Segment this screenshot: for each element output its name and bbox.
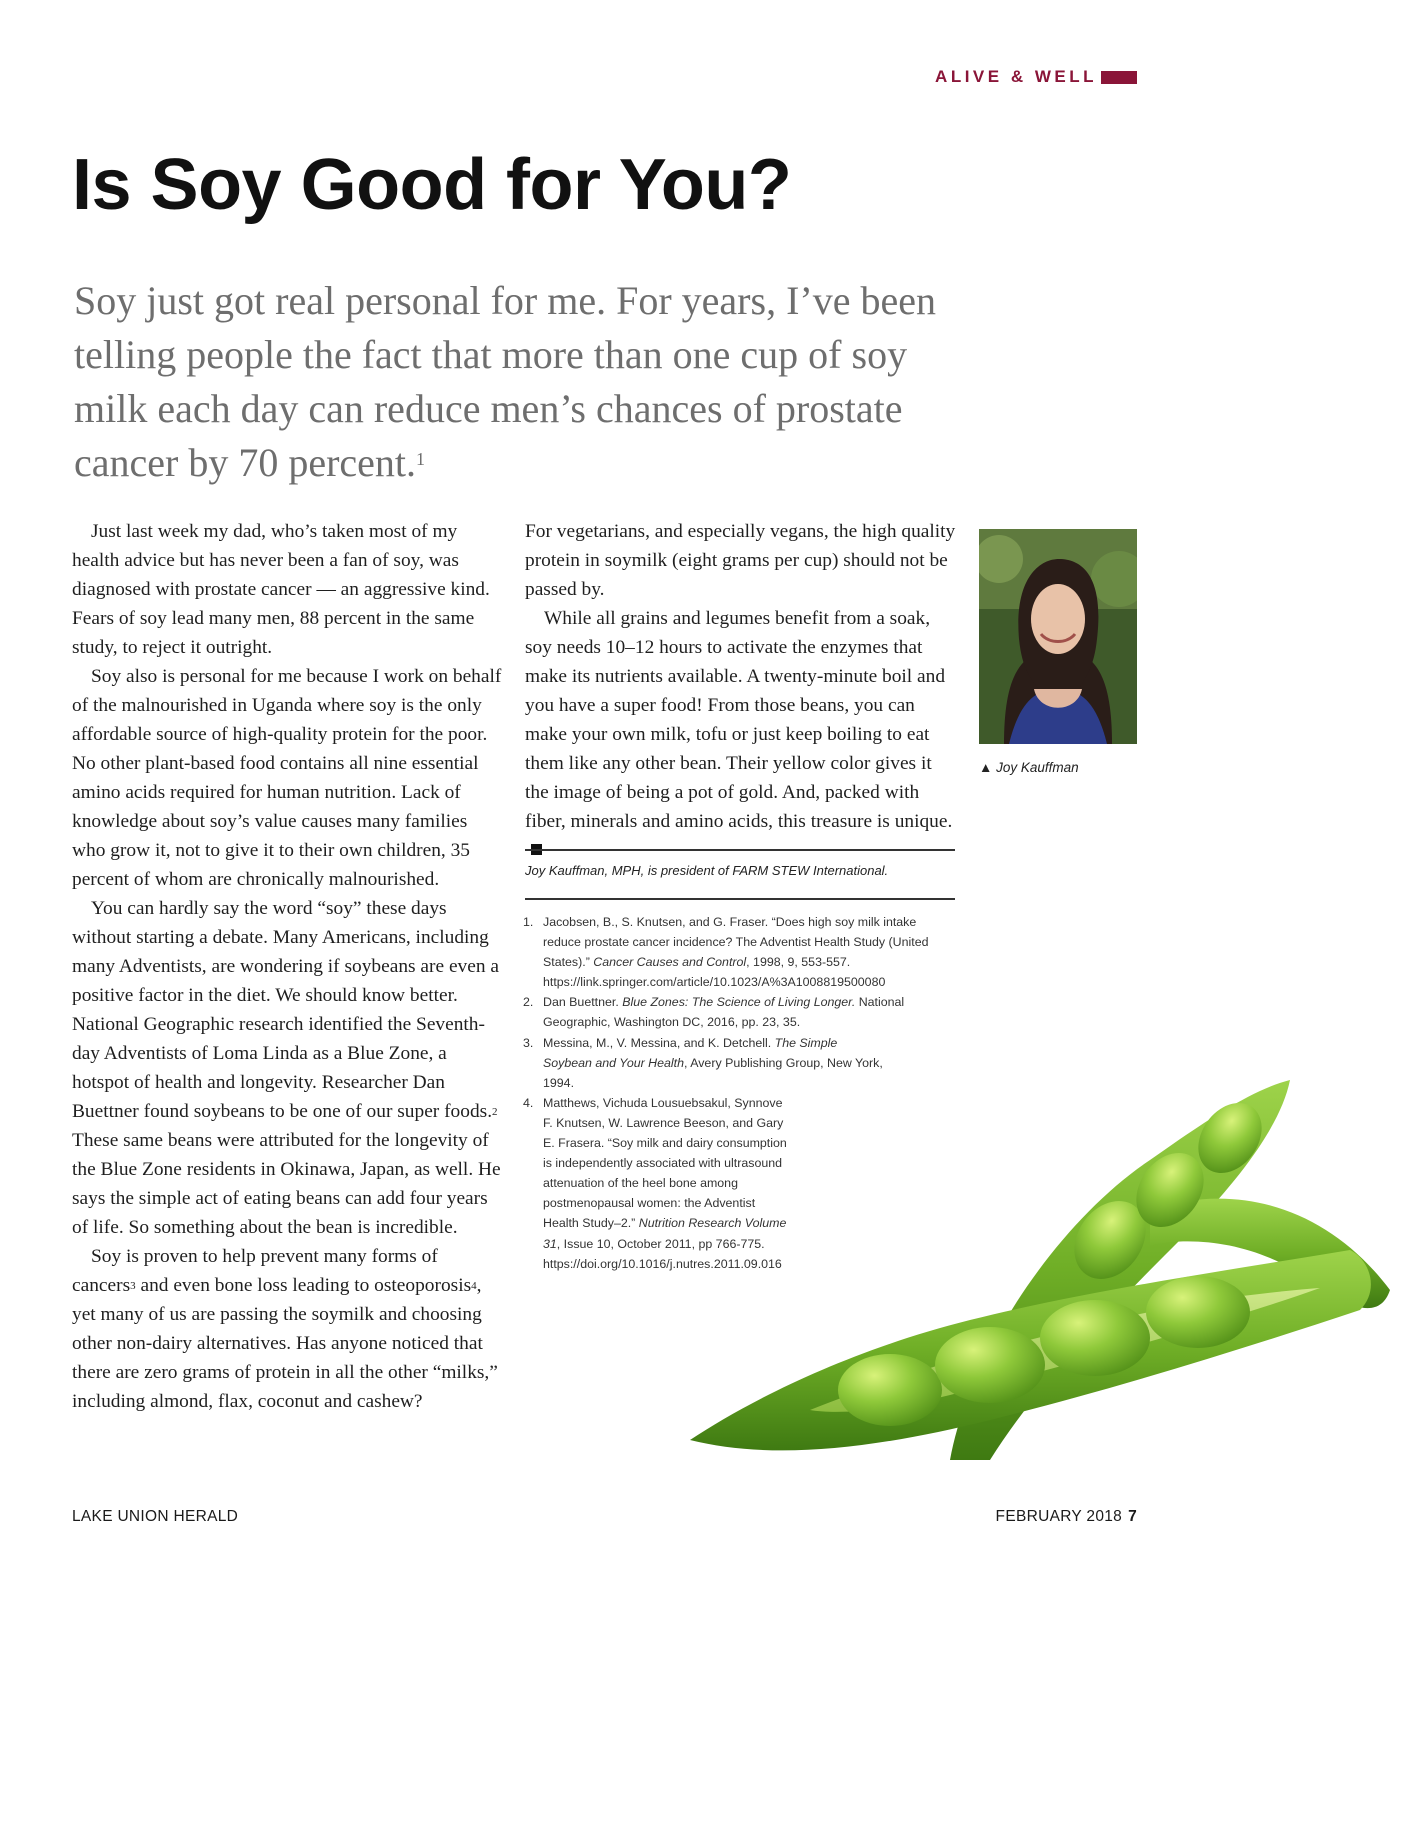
section-bar — [1101, 71, 1137, 84]
reference-text: National Geographic, Washington DC, 2016, pp. 23, 35. — [543, 995, 905, 1030]
body-text: and even bone loss leading to osteoporosis — [135, 1275, 472, 1296]
reference-item — [523, 1033, 953, 1093]
article-deck — [74, 274, 974, 490]
section-label: ALIVE & WELL — [935, 67, 1097, 86]
page-number: 7 — [1128, 1508, 1137, 1525]
body-paragraph: Soy also is personal for me because I work on behalf of the malnourished in Uganda where soy is the only affordable source of high-quality protein for the poor. No other plant-based food contains all nine essential amino acids required for human nutrition. Lack of knowledge about soy’s value causes many families who grow it, not to give it to their own children, 35 percent of whom are chronically malnourished. — [72, 666, 502, 890]
reference-text: Jacobsen, B., S. Knutsen, and G. Fraser. “Does high soy milk intake reduce prostate cancer incidence? The Adventist Health Study (United States).” — [543, 915, 929, 970]
bio-rule-bottom — [525, 898, 955, 900]
body-text: , yet many of us are passing the soymilk and choosing other non-dairy alternatives. Has anyone noticed that there are zero grams of protein in all the other “milks,” including almond, flax, coconut and cashew? — [72, 1275, 498, 1412]
bio-rule-top — [525, 849, 955, 851]
reference-text: Dan Buettner. — [543, 995, 623, 1010]
body-paragraph: For vegetarians, and especially vegans, the high quality protein in soymilk (eight grams per cup) should not be passed by. — [525, 521, 956, 600]
deck-text: Soy just got real personal for me. For years, I’ve been telling people the fact that more than one cup of soy milk each day can reduce men’s chances of prostate cancer by 70 percent. — [74, 278, 936, 485]
bean-shape — [1040, 1300, 1150, 1376]
footer-date-page — [996, 1508, 1137, 1526]
photo-caption: ▲ Joy Kauffman — [979, 760, 1079, 775]
reference-text: Matthews, Vichuda Lousuebsakul, Synnove F. Knutsen, W. Lawrence Beeson, and Gary E. Frasera. “Soy milk and dairy consumption is independently associated with ultrasound attenuation of the heel bone among postmenopausal women: the Adventist Health Study–2.” — [543, 1095, 787, 1231]
body-column-right — [525, 517, 957, 865]
body-text: You can hardly say the word “soy” these days without starting a debate. Many Americans, including many Adventists, are wondering if soybeans are even a positive factor in the diet. We should know better. National Geographic research identified the Seventh-day Adventists of Loma Linda as a Blue Zone, a hotspot of health and longevity. Researcher Dan Buettner found soybeans to be one of our super foods. — [72, 898, 500, 1122]
bean-shape — [838, 1354, 942, 1426]
reference-text: , 1998, 9, 553-557. https://link.springer.com/article/10.1023/A%3A1008819500080 — [543, 955, 886, 990]
author-bio: Joy Kauffman, MPH, is president of FARM STEW International. — [525, 863, 889, 878]
body-paragraph — [72, 1242, 502, 1416]
reference-item — [523, 912, 953, 992]
reference-source: Nutrition Research Volume 31 — [543, 1216, 787, 1251]
footnote-ref: 3 — [130, 1280, 136, 1292]
reference-number: 2. — [523, 995, 534, 1010]
bean-shape — [935, 1327, 1045, 1403]
author-photo — [979, 529, 1137, 744]
footnote-ref: 4 — [471, 1280, 477, 1292]
references-list — [523, 912, 953, 1274]
body-paragraph: Just last week my dad, who’s taken most of my health advice but has never been a fan of soy, was diagnosed with prostate cancer — an aggressive kind. Fears of soy lead many men, 88 percent in the same study, to reject it outright. — [72, 521, 490, 658]
reference-item — [523, 1093, 953, 1274]
reference-item — [523, 992, 953, 1032]
bean-shape — [1146, 1276, 1250, 1348]
deck-footnote-ref: 1 — [416, 449, 426, 469]
reference-number: 1. — [523, 915, 534, 929]
body-column-left — [72, 517, 502, 1416]
reference-number: 4. — [523, 1095, 534, 1110]
body-text: These same beans were attributed for the longevity of the Blue Zone residents in Okinawa, Japan, as well. He says the simple act of eating beans can add four years of life. So something about the bean is incredible. — [72, 1130, 501, 1238]
reference-text: , Issue 10, October 2011, pp 766-775. https://doi.org/10.1016/j.nutres.2011.09.016 — [543, 1236, 782, 1271]
body-text: While all grains and legumes benefit from a soak, soy needs 10–12 hours to activate the enzymes that make its nutrients available. A twenty-minute boil and you have a super food! From those beans, you can make your own milk, tofu or just keep boiling to eat them like any other bean. Their yellow color gives it the image of being a pot of gold. And, packed with fiber, minerals and amino acids, this treasure is unique. — [525, 608, 953, 832]
reference-text: Messina, M., V. Messina, and K. Detchell. — [543, 1035, 775, 1050]
issue-date: FEBRUARY 2018 — [995, 1508, 1123, 1525]
footnote-ref: 2 — [492, 1106, 498, 1118]
reference-source: Blue Zones: The Science of Living Longer. — [622, 995, 856, 1010]
body-paragraph — [525, 604, 957, 865]
reference-text: , Avery Publishing Group, New York, 1994. — [543, 1055, 883, 1090]
publication-name: LAKE UNION HERALD — [72, 1508, 239, 1525]
reference-source: The Simple Soybean and Your Health — [543, 1035, 838, 1070]
article-title: Is Soy Good for You? — [72, 145, 792, 225]
body-paragraph — [72, 894, 502, 1242]
reference-source: Cancer Causes and Control — [593, 955, 747, 970]
body-text: Soy is proven to help prevent many forms of cancers — [72, 1246, 438, 1296]
reference-number: 3. — [523, 1035, 534, 1050]
